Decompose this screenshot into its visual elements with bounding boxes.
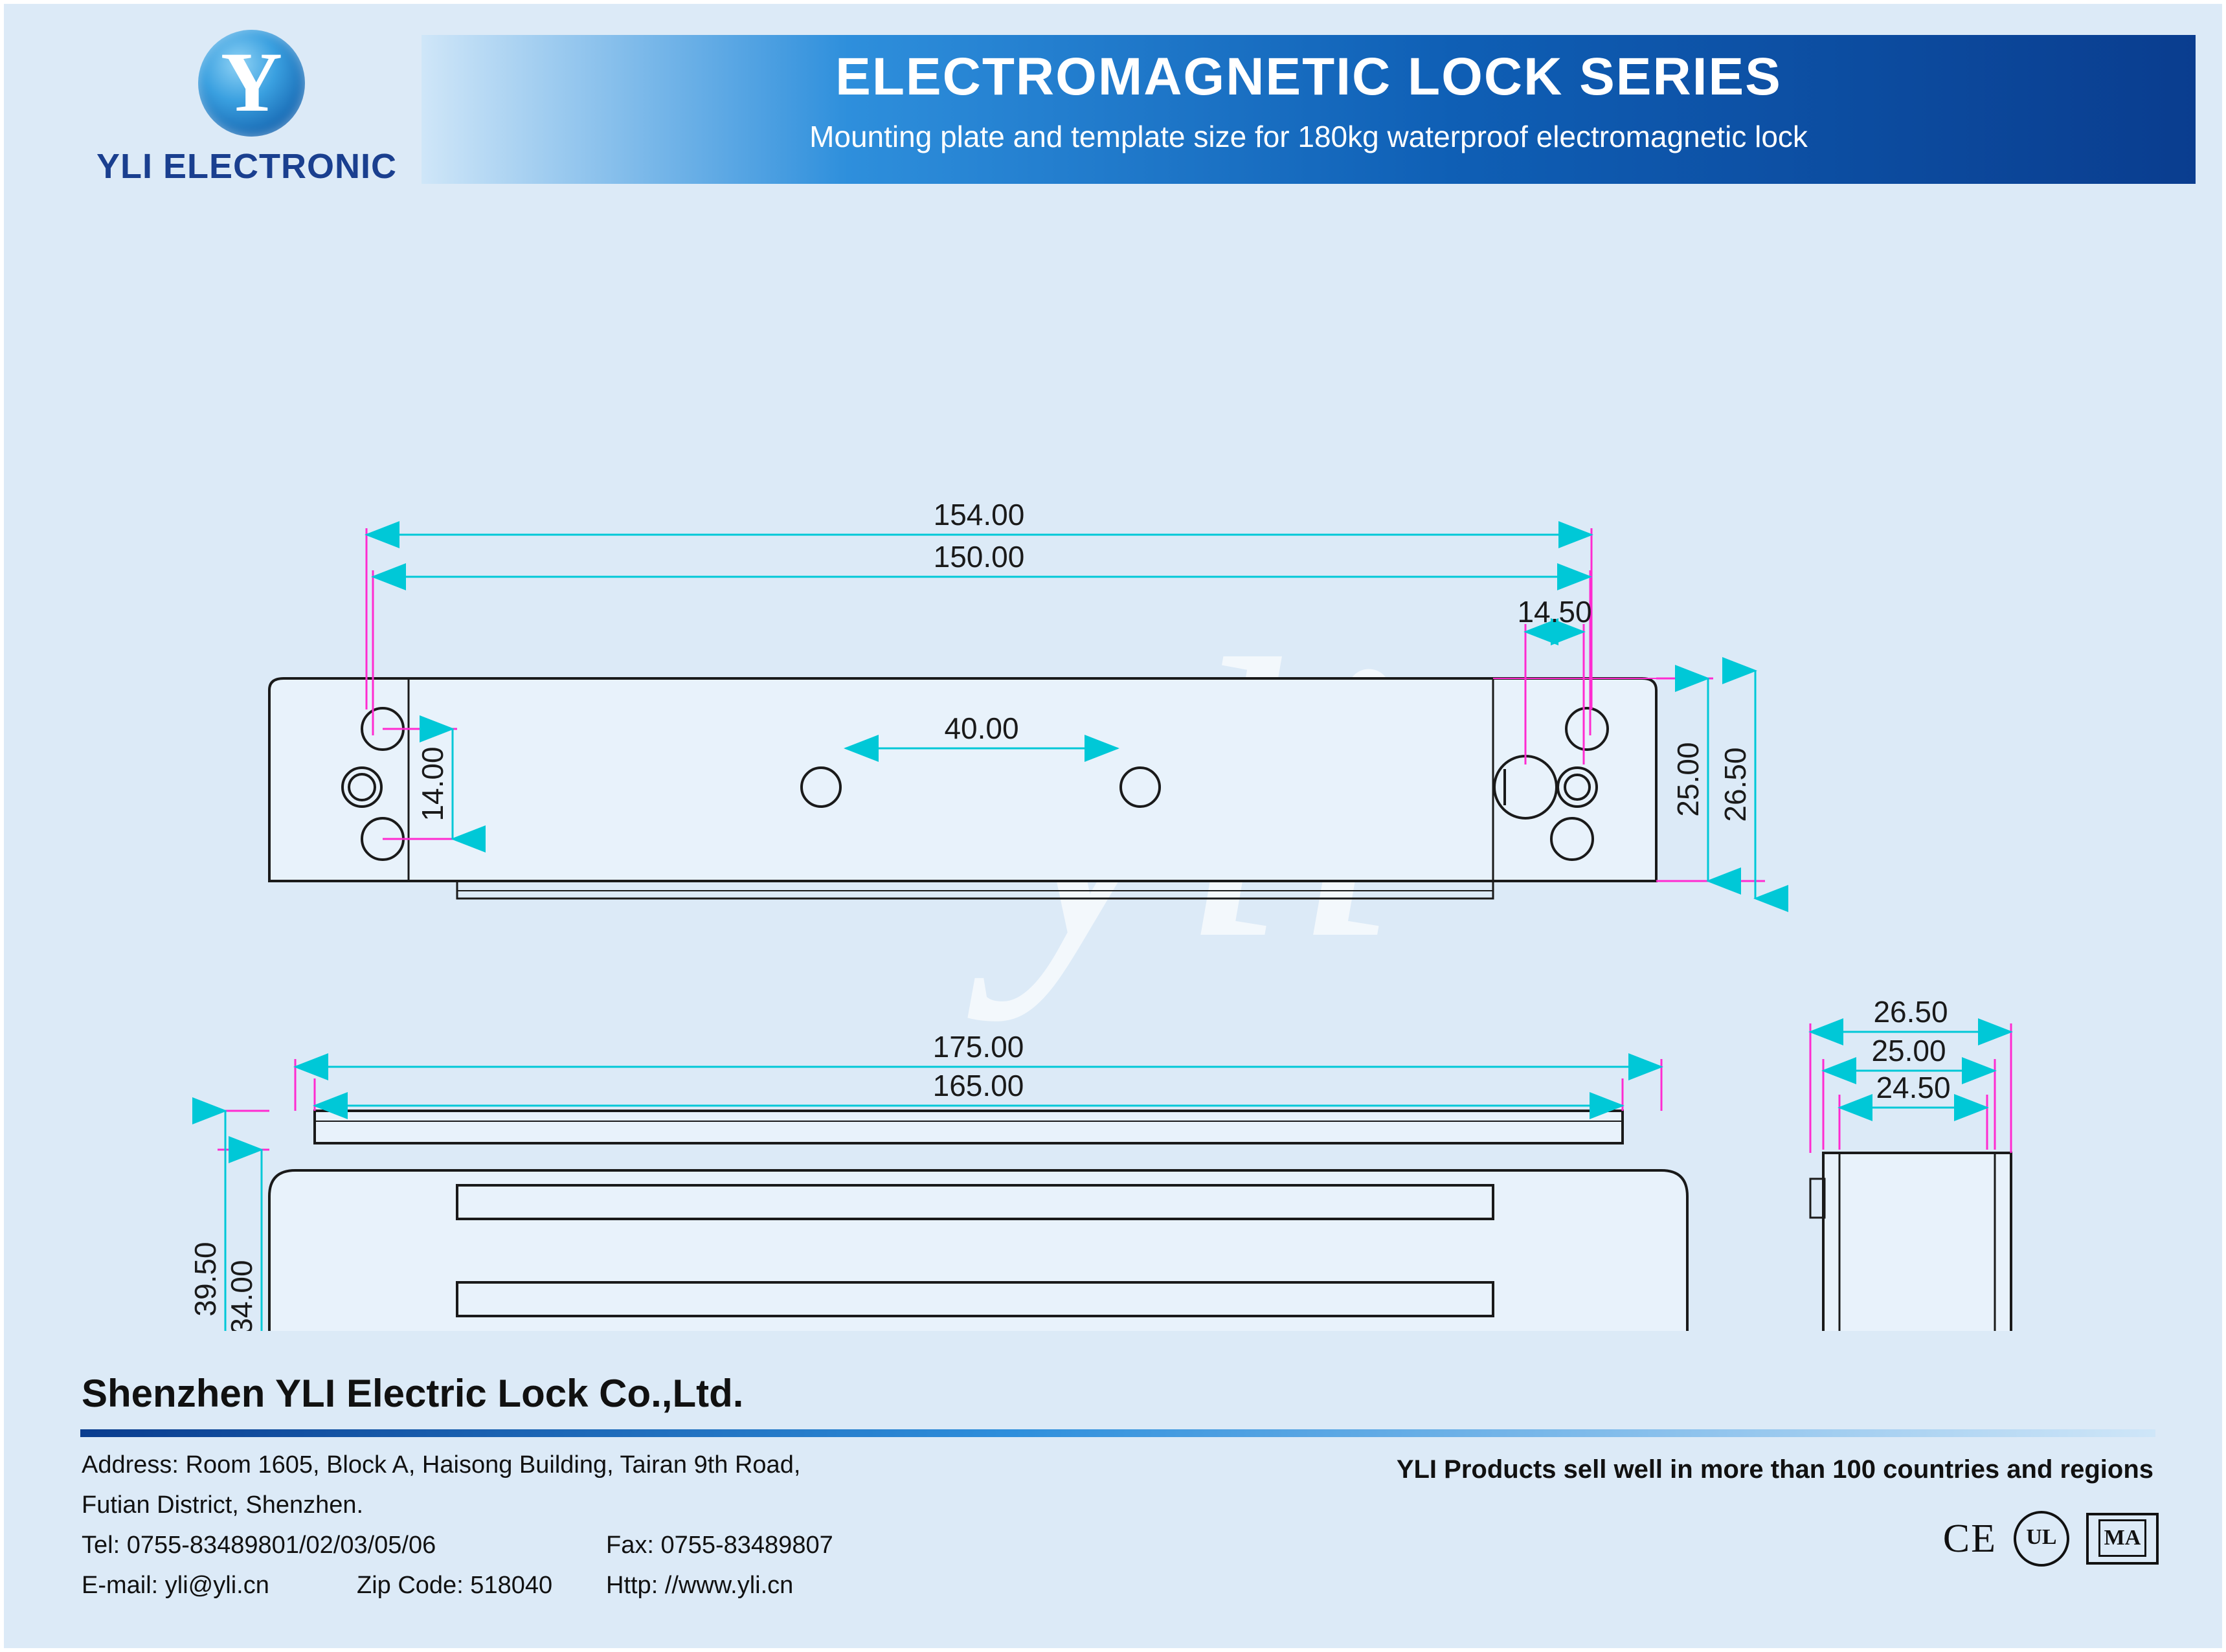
dim-39-50: 39.50 (188, 1242, 222, 1317)
page-header (4, 4, 2226, 218)
dim-175: 175.00 (932, 1030, 1024, 1064)
fax: Fax: 0755-83489807 (606, 1532, 833, 1559)
company-name: Shenzhen YLI Electric Lock Co.,Ltd. (82, 1372, 744, 1415)
zip-code: Zip Code: 518040 (357, 1572, 553, 1599)
ma-mark-label: MA (2098, 1519, 2147, 1557)
dim-150: 150.00 (933, 540, 1025, 574)
website: Http: //www.yli.cn (606, 1572, 794, 1599)
page-title: ELECTROMAGNETIC LOCK SERIES (835, 47, 1782, 106)
page-subtitle: Mounting plate and template size for 180kg waterproof electromagnetic lock (809, 120, 1808, 153)
yli-logo-icon (198, 30, 305, 137)
page-footer (4, 1357, 2226, 1648)
drawing-svg (4, 218, 2226, 1331)
slogan: YLI Products sell well in more than 100 countries and regions (1396, 1455, 2153, 1484)
side-view-lock-body (1810, 995, 2011, 1331)
dim-40: 40.00 (944, 711, 1019, 745)
brand-logo (95, 23, 399, 205)
ce-mark-icon: CE (1942, 1516, 1997, 1561)
side-dim-24-50: 24.50 (1876, 1071, 1951, 1104)
footer-divider (80, 1429, 2155, 1437)
technical-drawing (4, 218, 2226, 1331)
brand-name: YLI ELECTRONIC (96, 147, 397, 186)
logo-letter: Y (220, 34, 283, 129)
dim-14: 14.00 (416, 746, 449, 821)
dim-34: 34.00 (225, 1260, 258, 1331)
top-view-mounting-plate (269, 498, 1765, 899)
telephone: Tel: 0755-83489801/02/03/05/06 (82, 1532, 436, 1559)
title-banner (422, 35, 2196, 184)
dim-165: 165.00 (932, 1069, 1024, 1102)
ul-mark-icon: UL (2014, 1511, 2069, 1567)
dim-26-50-top: 26.50 (1718, 747, 1752, 822)
side-dim-25: 25.00 (1871, 1034, 1946, 1067)
side-dim-26-50: 26.50 (1873, 995, 1948, 1029)
dim-25: 25.00 (1671, 742, 1705, 817)
address-line-2: Futian District, Shenzhen. (82, 1491, 364, 1519)
certification-marks (1943, 1511, 2159, 1567)
front-view-lock-body (185, 1030, 1687, 1331)
email: E-mail: yli@yli.cn (82, 1572, 269, 1599)
ma-mark-icon (2086, 1513, 2159, 1565)
dim-14-50: 14.50 (1517, 595, 1592, 629)
address-line-1: Address: Room 1605, Block A, Haisong Building, Tairan 9th Road, (82, 1451, 801, 1479)
dim-154: 154.00 (933, 498, 1025, 531)
